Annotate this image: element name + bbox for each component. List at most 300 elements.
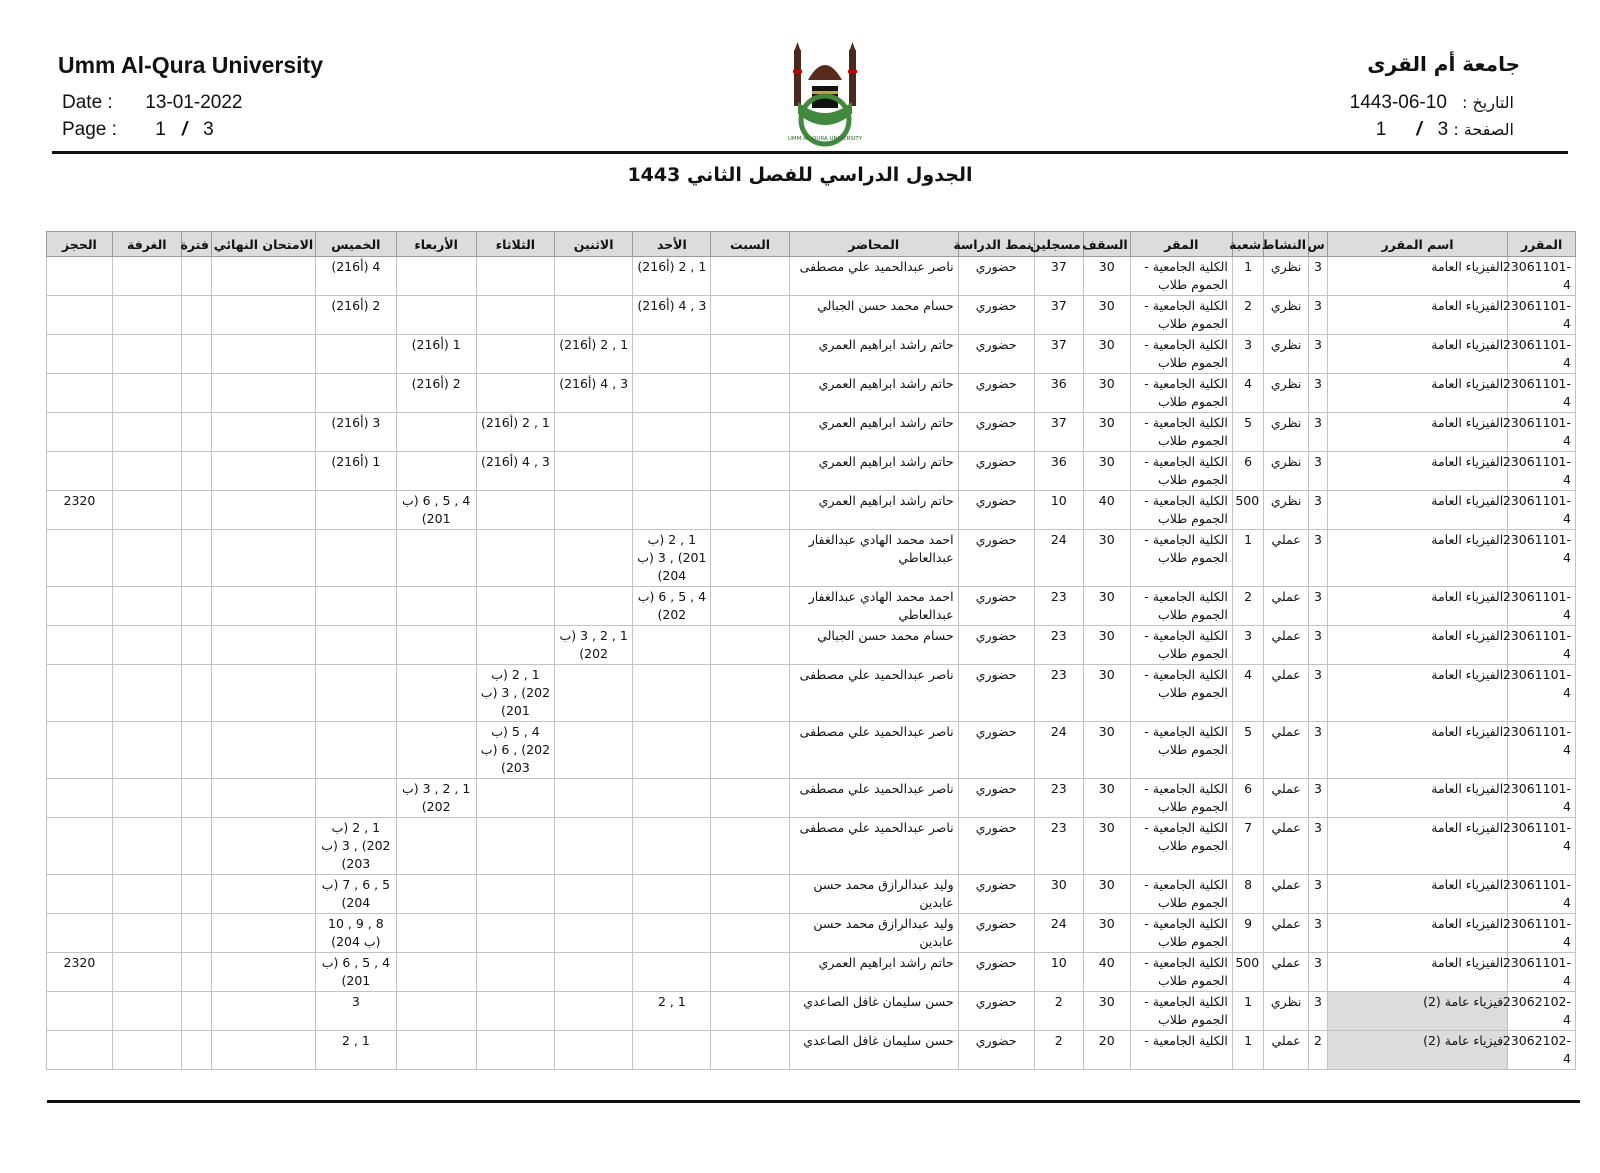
header-divider: [52, 151, 1568, 154]
sunday-slot-cell: [633, 452, 711, 491]
activity-type-cell: عملي: [1264, 530, 1309, 587]
tuesday-slot-cell: [476, 374, 554, 413]
reservation-cell: [47, 992, 113, 1031]
capacity-cell: 20: [1083, 1031, 1130, 1070]
study-mode-cell: حضوري: [958, 296, 1034, 335]
exam-room-cell: [112, 257, 181, 296]
location-cell: الكلية الجامعية - الجموم طلاب: [1130, 665, 1232, 722]
registered-count-cell: 23: [1034, 818, 1083, 875]
tuesday-slot-cell: [476, 491, 554, 530]
instructor-name-cell: حاتم راشد ابراهيم العمري: [789, 335, 958, 374]
section-number-cell: 9: [1232, 914, 1263, 953]
registered-count-cell: 37: [1034, 296, 1083, 335]
credit-hours-cell: 3: [1309, 413, 1328, 452]
col-capacity-header: السقف: [1083, 232, 1130, 257]
thursday-slot-cell: 4 , 5 , 6 (ب 201): [316, 953, 396, 992]
exam-period-cell: [181, 818, 211, 875]
final-exam-cell: [211, 257, 315, 296]
tuesday-slot-cell: 1 , 2 (أ216): [476, 413, 554, 452]
wednesday-slot-cell: [396, 914, 476, 953]
monday-slot-cell: [555, 587, 633, 626]
thursday-slot-cell: [316, 335, 396, 374]
activity-type-cell: عملي: [1264, 722, 1309, 779]
registered-count-cell: 37: [1034, 335, 1083, 374]
reservation-cell: [47, 335, 113, 374]
instructor-name-cell: ناصر عبدالحميد علي مصطفى: [789, 818, 958, 875]
course-name-cell: فيزياء عامة (2): [1327, 992, 1507, 1031]
tuesday-slot-cell: [476, 257, 554, 296]
col-period-header: فترة: [181, 232, 211, 257]
exam-room-cell: [112, 875, 181, 914]
section-number-cell: 1: [1232, 1031, 1263, 1070]
credit-hours-cell: 2: [1309, 1031, 1328, 1070]
final-exam-cell: [211, 491, 315, 530]
monday-slot-cell: 1 , 2 , 3 (ب 202): [555, 626, 633, 665]
section-number-cell: 6: [1232, 779, 1263, 818]
exam-period-cell: [181, 335, 211, 374]
study-mode-cell: حضوري: [958, 953, 1034, 992]
course-name-cell: الفيزياء العامة: [1327, 296, 1507, 335]
exam-period-cell: [181, 779, 211, 818]
capacity-cell: 40: [1083, 953, 1130, 992]
final-exam-cell: [211, 413, 315, 452]
table-row: [47, 491, 1576, 530]
section-number-cell: 4: [1232, 374, 1263, 413]
thursday-slot-cell: [316, 665, 396, 722]
section-number-cell: 3: [1232, 626, 1263, 665]
exam-room-cell: [112, 413, 181, 452]
exam-period-cell: [181, 530, 211, 587]
saturday-slot-cell: [711, 257, 789, 296]
registered-count-cell: 10: [1034, 491, 1083, 530]
location-cell: الكلية الجامعية - الجموم طلاب: [1130, 296, 1232, 335]
col-final-exam-header: الامتحان النهائي: [211, 232, 315, 257]
table-row: [47, 374, 1576, 413]
course-name-cell: الفيزياء العامة: [1327, 914, 1507, 953]
section-number-cell: 4: [1232, 665, 1263, 722]
final-exam-cell: [211, 992, 315, 1031]
reservation-cell: [47, 875, 113, 914]
page-total-en: 3: [203, 119, 214, 140]
study-mode-cell: حضوري: [958, 452, 1034, 491]
capacity-cell: 30: [1083, 626, 1130, 665]
page-current-ar: 1: [1375, 119, 1387, 140]
study-mode-cell: حضوري: [958, 875, 1034, 914]
activity-type-cell: نظري: [1264, 296, 1309, 335]
study-mode-cell: حضوري: [958, 374, 1034, 413]
exam-room-cell: [112, 374, 181, 413]
tuesday-slot-cell: [476, 914, 554, 953]
table-row: [47, 626, 1576, 665]
table-row: [47, 818, 1576, 875]
study-mode-cell: حضوري: [958, 779, 1034, 818]
wednesday-slot-cell: [396, 626, 476, 665]
final-exam-cell: [211, 665, 315, 722]
instructor-name-cell: ناصر عبدالحميد علي مصطفى: [789, 722, 958, 779]
course-name-cell: الفيزياء العامة: [1327, 374, 1507, 413]
monday-slot-cell: [555, 1031, 633, 1070]
section-number-cell: 1: [1232, 992, 1263, 1031]
tuesday-slot-cell: [476, 296, 554, 335]
monday-slot-cell: [555, 875, 633, 914]
col-sunday-header: الأحد: [633, 232, 711, 257]
credit-hours-cell: 3: [1309, 491, 1328, 530]
capacity-cell: 30: [1083, 779, 1130, 818]
location-cell: الكلية الجامعية - الجموم طلاب: [1130, 587, 1232, 626]
course-name-cell: الفيزياء العامة: [1327, 953, 1507, 992]
thursday-slot-cell: [316, 587, 396, 626]
table-row: [47, 875, 1576, 914]
monday-slot-cell: 3 , 4 (أ216): [555, 374, 633, 413]
tuesday-slot-cell: 4 , 5 (ب 202) , 6 (ب 203): [476, 722, 554, 779]
location-cell: الكلية الجامعية -: [1130, 1031, 1232, 1070]
exam-period-cell: [181, 875, 211, 914]
page-total-ar: 3: [1437, 119, 1449, 140]
final-exam-cell: [211, 296, 315, 335]
location-cell: الكلية الجامعية - الجموم طلاب: [1130, 875, 1232, 914]
sunday-slot-cell: [633, 335, 711, 374]
saturday-slot-cell: [711, 530, 789, 587]
course-code-cell: 23061101-4: [1508, 257, 1576, 296]
study-mode-cell: حضوري: [958, 665, 1034, 722]
university-logo: [787, 40, 863, 146]
sunday-slot-cell: 1 , 2 (ب 201) , 3 (ب 204): [633, 530, 711, 587]
table-row: [47, 953, 1576, 992]
course-code-cell: 23061101-4: [1508, 452, 1576, 491]
monday-slot-cell: [555, 530, 633, 587]
thursday-slot-cell: 2 (أ216): [316, 296, 396, 335]
section-number-cell: 5: [1232, 722, 1263, 779]
instructor-name-cell: وليد عبدالرازق محمد حسن عابدين: [789, 914, 958, 953]
monday-slot-cell: [555, 665, 633, 722]
registered-count-cell: 2: [1034, 1031, 1083, 1070]
location-cell: الكلية الجامعية - الجموم طلاب: [1130, 413, 1232, 452]
location-cell: الكلية الجامعية - الجموم طلاب: [1130, 779, 1232, 818]
section-number-cell: 500: [1232, 491, 1263, 530]
credit-hours-cell: 3: [1309, 992, 1328, 1031]
reservation-cell: [47, 257, 113, 296]
saturday-slot-cell: [711, 722, 789, 779]
monday-slot-cell: [555, 491, 633, 530]
capacity-cell: 30: [1083, 665, 1130, 722]
course-name-cell: الفيزياء العامة: [1327, 665, 1507, 722]
instructor-name-cell: حسام محمد حسن الجبالي: [789, 626, 958, 665]
credit-hours-cell: 3: [1309, 914, 1328, 953]
study-mode-cell: حضوري: [958, 530, 1034, 587]
thursday-slot-cell: 4 (أ216): [316, 257, 396, 296]
section-number-cell: 7: [1232, 818, 1263, 875]
activity-type-cell: عملي: [1264, 875, 1309, 914]
wednesday-slot-cell: [396, 953, 476, 992]
sunday-slot-cell: 1 , 2 (أ216): [633, 257, 711, 296]
saturday-slot-cell: [711, 296, 789, 335]
monday-slot-cell: [555, 413, 633, 452]
reservation-cell: 2320: [47, 953, 113, 992]
registered-count-cell: 37: [1034, 413, 1083, 452]
course-name-cell: الفيزياء العامة: [1327, 491, 1507, 530]
location-cell: الكلية الجامعية - الجموم طلاب: [1130, 818, 1232, 875]
activity-type-cell: نظري: [1264, 452, 1309, 491]
study-mode-cell: حضوري: [958, 491, 1034, 530]
location-cell: الكلية الجامعية - الجموم طلاب: [1130, 914, 1232, 953]
location-cell: الكلية الجامعية - الجموم طلاب: [1130, 452, 1232, 491]
location-cell: الكلية الجامعية - الجموم طلاب: [1130, 626, 1232, 665]
tuesday-slot-cell: [476, 530, 554, 587]
wednesday-slot-cell: 1 , 2 , 3 (ب 202): [396, 779, 476, 818]
credit-hours-cell: 3: [1309, 875, 1328, 914]
instructor-name-cell: ناصر عبدالحميد علي مصطفى: [789, 257, 958, 296]
section-number-cell: 2: [1232, 296, 1263, 335]
tuesday-slot-cell: [476, 992, 554, 1031]
section-number-cell: 3: [1232, 335, 1263, 374]
credit-hours-cell: 3: [1309, 257, 1328, 296]
credit-hours-cell: 3: [1309, 779, 1328, 818]
sunday-slot-cell: [633, 779, 711, 818]
tuesday-slot-cell: [476, 335, 554, 374]
table-body: [47, 257, 1576, 1070]
sunday-slot-cell: 3 , 4 (أ216): [633, 296, 711, 335]
col-monday-header: الاثنين: [555, 232, 633, 257]
reservation-cell: [47, 665, 113, 722]
exam-period-cell: [181, 491, 211, 530]
instructor-name-cell: حاتم راشد ابراهيم العمري: [789, 452, 958, 491]
thursday-slot-cell: [316, 374, 396, 413]
table-row: [47, 335, 1576, 374]
thursday-slot-cell: 8 , 9 , 10 (ب 204): [316, 914, 396, 953]
registered-count-cell: 23: [1034, 626, 1083, 665]
wednesday-slot-cell: [396, 530, 476, 587]
final-exam-cell: [211, 587, 315, 626]
registered-count-cell: 24: [1034, 530, 1083, 587]
course-name-cell: الفيزياء العامة: [1327, 626, 1507, 665]
exam-room-cell: [112, 953, 181, 992]
capacity-cell: 30: [1083, 296, 1130, 335]
capacity-cell: 30: [1083, 452, 1130, 491]
course-name-cell: الفيزياء العامة: [1327, 587, 1507, 626]
footer-divider: [47, 1100, 1580, 1103]
course-name-cell: الفيزياء العامة: [1327, 257, 1507, 296]
saturday-slot-cell: [711, 626, 789, 665]
activity-type-cell: عملي: [1264, 914, 1309, 953]
activity-type-cell: نظري: [1264, 992, 1309, 1031]
instructor-name-cell: حاتم راشد ابراهيم العمري: [789, 953, 958, 992]
exam-period-cell: [181, 722, 211, 779]
final-exam-cell: [211, 779, 315, 818]
course-code-cell: 23061101-4: [1508, 722, 1576, 779]
exam-period-cell: [181, 587, 211, 626]
wednesday-slot-cell: [396, 257, 476, 296]
course-name-cell: الفيزياء العامة: [1327, 452, 1507, 491]
table-row: [47, 413, 1576, 452]
col-room-header: الغرفة: [112, 232, 181, 257]
exam-period-cell: [181, 452, 211, 491]
location-cell: الكلية الجامعية - الجموم طلاب: [1130, 335, 1232, 374]
course-code-cell: 23061101-4: [1508, 818, 1576, 875]
capacity-cell: 30: [1083, 587, 1130, 626]
col-course-code-header: المقرر: [1508, 232, 1576, 257]
location-cell: الكلية الجامعية - الجموم طلاب: [1130, 257, 1232, 296]
university-name-en: Umm Al-Qura University: [58, 52, 323, 78]
exam-period-cell: [181, 992, 211, 1031]
activity-type-cell: عملي: [1264, 587, 1309, 626]
reservation-cell: [47, 296, 113, 335]
exam-room-cell: [112, 779, 181, 818]
instructor-name-cell: حسن سليمان غافل الصاعدي: [789, 1031, 958, 1070]
activity-type-cell: عملي: [1264, 818, 1309, 875]
saturday-slot-cell: [711, 335, 789, 374]
course-name-cell: الفيزياء العامة: [1327, 722, 1507, 779]
exam-room-cell: [112, 452, 181, 491]
saturday-slot-cell: [711, 587, 789, 626]
location-cell: الكلية الجامعية - الجموم طلاب: [1130, 491, 1232, 530]
table-row: [47, 587, 1576, 626]
wednesday-slot-cell: 1 (أ216): [396, 335, 476, 374]
activity-type-cell: نظري: [1264, 491, 1309, 530]
saturday-slot-cell: [711, 992, 789, 1031]
table-row: [47, 530, 1576, 587]
wednesday-slot-cell: [396, 665, 476, 722]
tuesday-slot-cell: 3 , 4 (أ216): [476, 452, 554, 491]
schedule-table: [46, 231, 1576, 1070]
exam-room-cell: [112, 818, 181, 875]
study-mode-cell: حضوري: [958, 413, 1034, 452]
registered-count-cell: 24: [1034, 722, 1083, 779]
study-mode-cell: حضوري: [958, 626, 1034, 665]
section-number-cell: 6: [1232, 452, 1263, 491]
activity-type-cell: نظري: [1264, 374, 1309, 413]
study-mode-cell: حضوري: [958, 992, 1034, 1031]
monday-slot-cell: [555, 914, 633, 953]
wednesday-slot-cell: [396, 875, 476, 914]
capacity-cell: 40: [1083, 491, 1130, 530]
location-cell: الكلية الجامعية - الجموم طلاب: [1130, 722, 1232, 779]
capacity-cell: 30: [1083, 413, 1130, 452]
reservation-cell: [47, 452, 113, 491]
saturday-slot-cell: [711, 665, 789, 722]
exam-room-cell: [112, 914, 181, 953]
registered-count-cell: 24: [1034, 914, 1083, 953]
study-mode-cell: حضوري: [958, 914, 1034, 953]
credit-hours-cell: 3: [1309, 665, 1328, 722]
tuesday-slot-cell: [476, 587, 554, 626]
final-exam-cell: [211, 818, 315, 875]
registered-count-cell: 36: [1034, 374, 1083, 413]
exam-period-cell: [181, 914, 211, 953]
page-label-ar: الصفحة :: [1453, 120, 1514, 139]
course-name-cell: الفيزياء العامة: [1327, 779, 1507, 818]
instructor-name-cell: حاتم راشد ابراهيم العمري: [789, 413, 958, 452]
sunday-slot-cell: [633, 665, 711, 722]
credit-hours-cell: 3: [1309, 374, 1328, 413]
col-tuesday-header: الثلاثاء: [476, 232, 554, 257]
wednesday-slot-cell: [396, 452, 476, 491]
table-row: [47, 452, 1576, 491]
activity-type-cell: عملي: [1264, 1031, 1309, 1070]
section-number-cell: 8: [1232, 875, 1263, 914]
wednesday-slot-cell: [396, 296, 476, 335]
course-code-cell: 23061101-4: [1508, 626, 1576, 665]
capacity-cell: 30: [1083, 875, 1130, 914]
saturday-slot-cell: [711, 818, 789, 875]
registered-count-cell: 23: [1034, 587, 1083, 626]
col-saturday-header: السبت: [711, 232, 789, 257]
course-name-cell: فيزياء عامة (2): [1327, 1031, 1507, 1070]
registered-count-cell: 10: [1034, 953, 1083, 992]
table-row: [47, 257, 1576, 296]
course-code-cell: 23061101-4: [1508, 530, 1576, 587]
exam-room-cell: [112, 335, 181, 374]
study-mode-cell: حضوري: [958, 818, 1034, 875]
monday-slot-cell: [555, 257, 633, 296]
instructor-name-cell: ناصر عبدالحميد علي مصطفى: [789, 779, 958, 818]
monday-slot-cell: [555, 452, 633, 491]
exam-room-cell: [112, 992, 181, 1031]
table-row: [47, 992, 1576, 1031]
col-hours-header: س: [1309, 232, 1328, 257]
course-code-cell: 23062102-4: [1508, 1031, 1576, 1070]
instructor-name-cell: احمد محمد الهادي عبدالغفار عبدالعاطي: [789, 530, 958, 587]
saturday-slot-cell: [711, 779, 789, 818]
table-row: [47, 779, 1576, 818]
course-code-cell: 23061101-4: [1508, 413, 1576, 452]
sunday-slot-cell: [633, 953, 711, 992]
credit-hours-cell: 3: [1309, 626, 1328, 665]
saturday-slot-cell: [711, 374, 789, 413]
capacity-cell: 30: [1083, 914, 1130, 953]
date-label-ar: التاريخ :: [1461, 93, 1514, 112]
exam-period-cell: [181, 1031, 211, 1070]
tuesday-slot-cell: 1 , 2 (ب 202) , 3 (ب 201): [476, 665, 554, 722]
col-activity-header: النشاط: [1264, 232, 1309, 257]
study-mode-cell: حضوري: [958, 1031, 1034, 1070]
sunday-slot-cell: 1 , 2: [633, 992, 711, 1031]
thursday-slot-cell: 5 , 6 , 7 (ب 204): [316, 875, 396, 914]
reservation-cell: [47, 626, 113, 665]
table-row: [47, 296, 1576, 335]
logo-caption: UMM AL-QURA UNIVERSITY: [787, 136, 863, 142]
wednesday-slot-cell: [396, 992, 476, 1031]
instructor-name-cell: حاتم راشد ابراهيم العمري: [789, 374, 958, 413]
monday-slot-cell: [555, 296, 633, 335]
registered-count-cell: 30: [1034, 875, 1083, 914]
reservation-cell: [47, 413, 113, 452]
saturday-slot-cell: [711, 413, 789, 452]
sunday-slot-cell: 4 , 5 , 6 (ب 202): [633, 587, 711, 626]
table-row: [47, 914, 1576, 953]
wednesday-slot-cell: [396, 818, 476, 875]
page-current-en: 1: [155, 119, 166, 140]
thursday-slot-cell: [316, 626, 396, 665]
reservation-cell: [47, 722, 113, 779]
col-thursday-header: الخميس: [316, 232, 396, 257]
location-cell: الكلية الجامعية - الجموم طلاب: [1130, 530, 1232, 587]
wednesday-slot-cell: 4 , 5 , 6 (ب 201): [396, 491, 476, 530]
sunday-slot-cell: [633, 374, 711, 413]
col-study-mode-header: نمط الدراسة: [958, 232, 1034, 257]
schedule-title: الجدول الدراسي للفصل الثاني 1443: [627, 164, 973, 186]
exam-period-cell: [181, 374, 211, 413]
exam-room-cell: [112, 626, 181, 665]
section-number-cell: 1: [1232, 257, 1263, 296]
monday-slot-cell: [555, 953, 633, 992]
reservation-cell: [47, 1031, 113, 1070]
wednesday-slot-cell: [396, 413, 476, 452]
final-exam-cell: [211, 1031, 315, 1070]
credit-hours-cell: 3: [1309, 587, 1328, 626]
monday-slot-cell: [555, 818, 633, 875]
table-row: [47, 665, 1576, 722]
thursday-slot-cell: [316, 530, 396, 587]
